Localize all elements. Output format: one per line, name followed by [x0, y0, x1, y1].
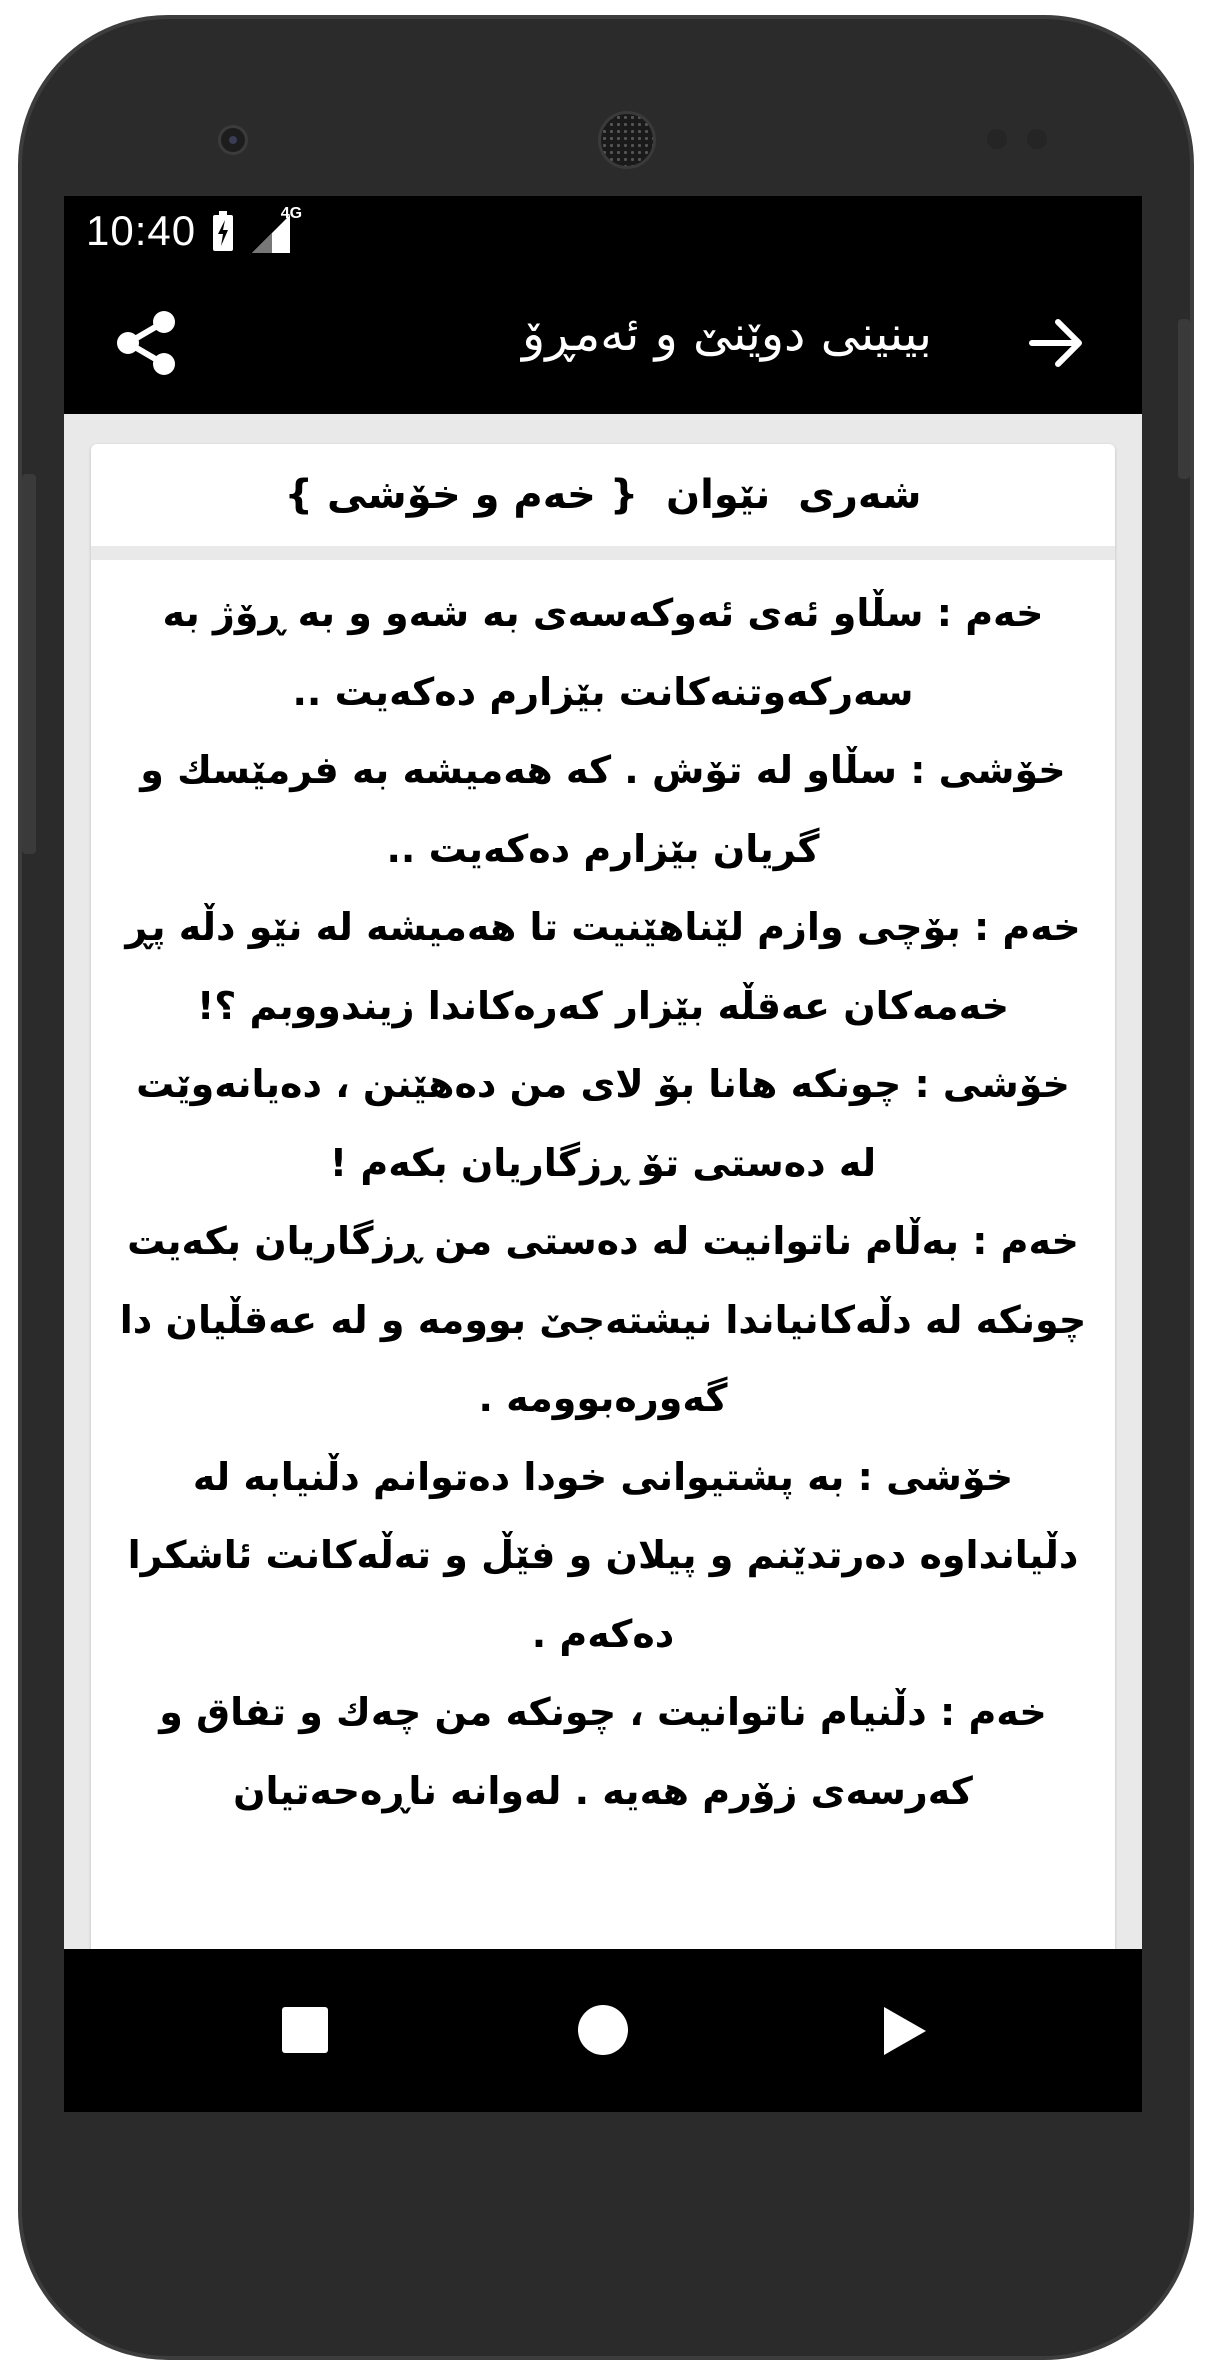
dialogue-paragraph: خەم : بەڵام ناتوانیت لە دەستی من ڕزگاریان بکەیت چونکە لە دڵەکانیاندا نیشتەجێ بوومە و لە عەقڵیان دا گەورەبوومە .: [119, 1219, 1087, 1420]
front-camera: [218, 125, 248, 155]
article-header: [91, 444, 1115, 560]
cell-signal-icon: [250, 205, 303, 253]
status-bar: [64, 196, 1142, 266]
dialogue-paragraph: خۆشی : سڵاو لە تۆش . کە هەمیشە بە فرمێسك و گریان بێزارم دەکەیت ..: [140, 748, 1066, 871]
dialogue-paragraph: خۆشی : بە پشتیوانی خودا دەتوانم دڵنیابە لە دڵیانداوە دەرتدێنم و پیلان و فێڵ و تەڵەکانت ئاشکرا دەکەم .: [127, 1454, 1079, 1656]
volume-button: [22, 474, 36, 854]
article-card: [91, 444, 1115, 1949]
share-button[interactable]: [114, 310, 178, 376]
dialogue-paragraph: خەم : بۆچی وازم لێناهێنیت تا هەمیشە لە نێو دڵە پڕ خەمەکان عەقڵە بێزار کەرەکاندا زیندووبم ؟!: [125, 905, 1081, 1028]
dialogue-paragraph: خەم : سڵاو ئەی ئەوکەسەی بە شەو و بە ڕۆژ بە سەرکەوتنەکانت بێزارم دەکەیت ..: [162, 591, 1044, 714]
earpiece-speaker: [598, 111, 656, 169]
battery-charging-icon: [212, 211, 234, 251]
arrow-forward-icon: [1028, 316, 1086, 370]
light-sensor: [1027, 129, 1047, 149]
article-body: [91, 560, 1115, 1830]
article-title: شەری نێوان { خەم و خۆشی }: [284, 472, 922, 518]
dialogue-paragraph: خەم : دڵنیام ناتوانیت ، چونکە من چەك و تفاق و کەرسەی زۆرم هەیە . لەوانە ناڕەحەتیان: [159, 1690, 1047, 1813]
screen: [64, 196, 1142, 2112]
share-icon: [114, 310, 178, 376]
status-time: 10:40: [86, 207, 197, 254]
power-button: [1178, 319, 1190, 479]
square-recents-icon[interactable]: [282, 2007, 328, 2053]
network-type-label: 4G: [280, 205, 303, 222]
proximity-sensor: [987, 129, 1007, 149]
circle-home-icon[interactable]: [578, 2005, 628, 2055]
content-area[interactable]: [64, 414, 1142, 1949]
navigation-bar: [64, 1949, 1142, 2112]
toolbar-title: بینینی دوێنێ و ئەمڕۆ: [522, 306, 932, 362]
back-button[interactable]: [1028, 316, 1086, 370]
triangle-back-icon[interactable]: [880, 2005, 928, 2057]
dialogue-paragraph: خۆشی : چونکە هانا بۆ لای من دەهێنن ، دەیانەوێت لە دەستی تۆ ڕزگاریان بکەم !: [136, 1062, 1070, 1185]
app-toolbar: [64, 266, 1142, 414]
